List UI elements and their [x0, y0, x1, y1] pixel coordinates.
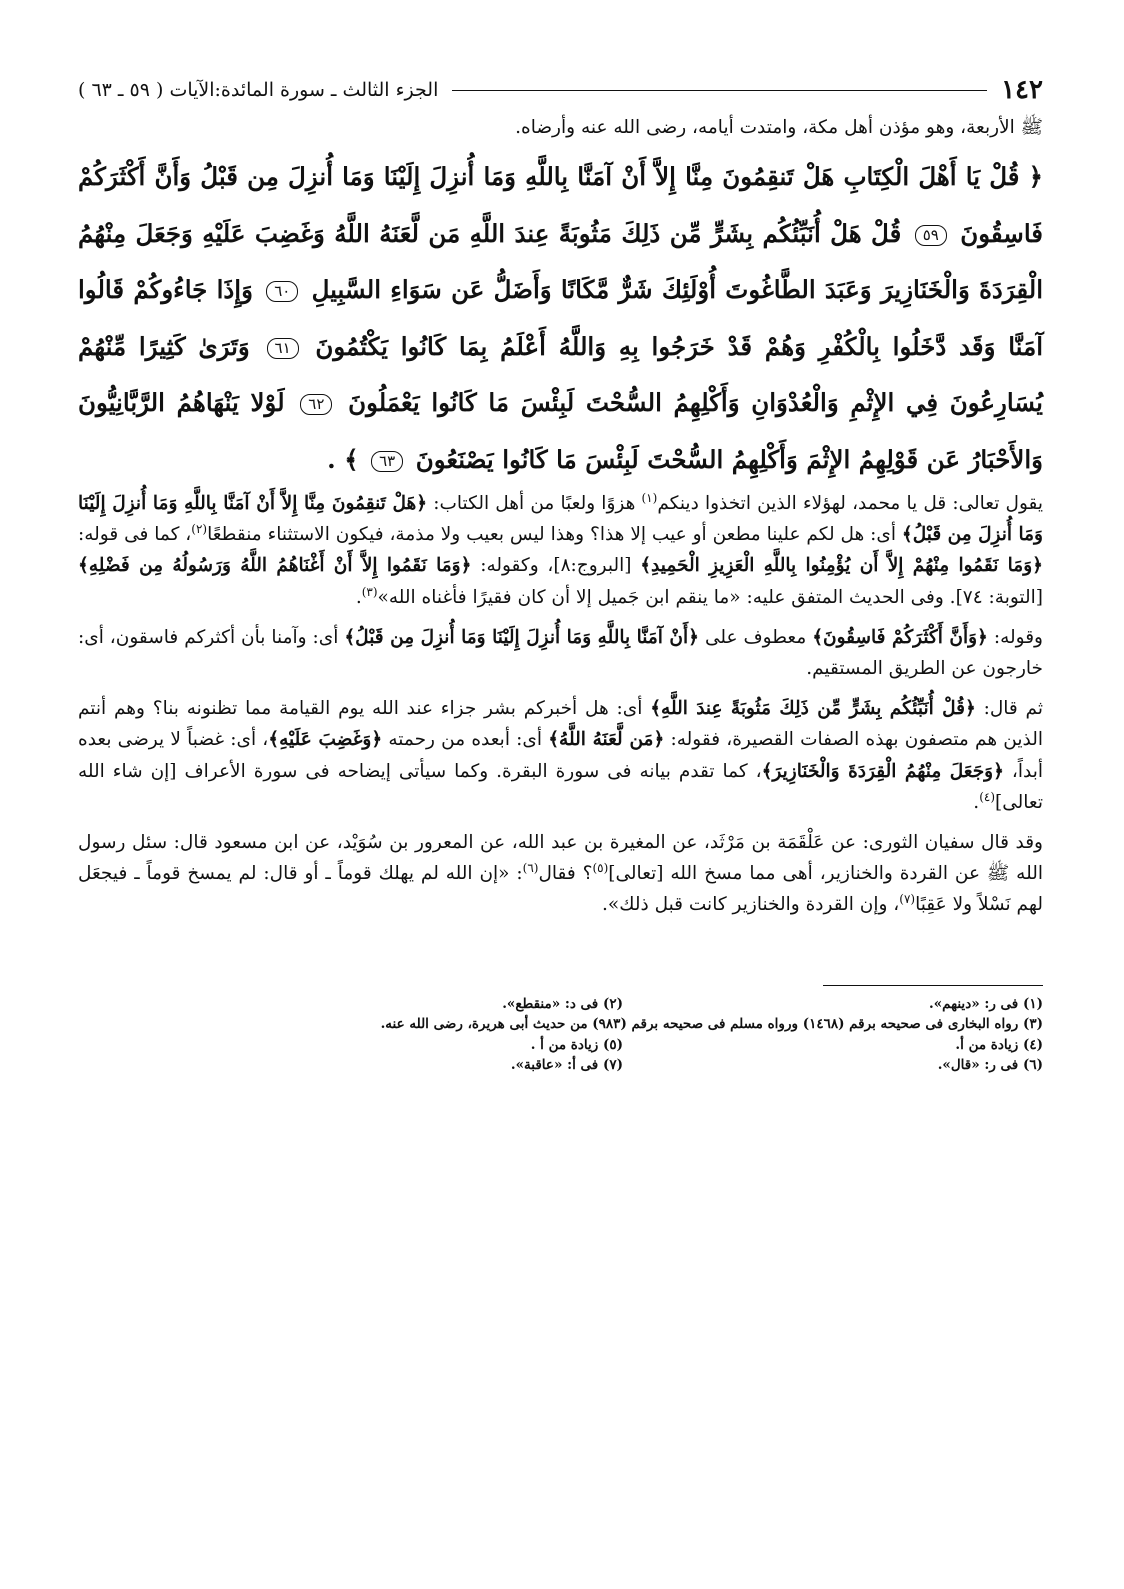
paragraph-text: أى: أبعده من رحمته [382, 729, 549, 751]
paragraph-text: ؟ فقال [538, 863, 593, 885]
footnote-ref: (٦) [522, 861, 539, 876]
verse-close-bracket: ﴾ . [327, 444, 359, 474]
footnote-6: (٦) فى ر: «قال». [937, 1057, 1043, 1074]
paragraph-text: معطوف على [698, 626, 813, 648]
footnote-ref: (٣) [361, 584, 378, 599]
commentary-paragraph [78, 693, 1043, 818]
verse-text: قُلْ هَلْ أُنَبِّئُكُم بِشَرٍّ مِّن ذَلِكَ مَثُوبَةً عِندَ اللَّهِ مَن لَّعَنَهُ اللَّهُ وَغَضِبَ عَلَيْهِ وَجَعَلَ مِنْهُمُ الْقِرَدَةَ وَالْخَنَازِيرَ وَعَبَدَ الطَّاغُوتَ أُوْلَئِكَ شَرٌّ مَّكَانًا وَأَضَلُّ عَن سَوَاءِ السَّبِيلِ [78, 218, 1043, 304]
footnote-5: (٥) زيادة من أ . [530, 1036, 623, 1053]
quran-quote: ﴿وَمَا نَقَمُوا مِنْهُمْ إِلاَّ أَن يُؤْمِنُوا بِاللَّهِ الْعَزِيزِ الْحَمِيدِ﴾ [640, 555, 1043, 577]
verse-number-marker: ٦٣ [371, 451, 403, 472]
paragraph-text: [البروج:٨]، وكقوله: [471, 555, 641, 577]
paragraph-text: أى: وآمنا بأن أكثركم فاسقون، أى: خارجون عن الطريق المستقيم. [78, 626, 1043, 680]
footnote-ref: (٥) [592, 861, 609, 876]
footnote-2: (٢) فى د: «منقطع». [502, 995, 623, 1012]
paragraph-text: [التوبة: ٧٤]. وفى الحديث المتفق عليه: «ما ينقم ابن جَميل إلا أن كان فقيرًا فأغناه الله» [377, 586, 1043, 608]
paragraph-text: ، وإن القردة والخنازير كانت قبل ذلك». [602, 894, 900, 916]
page-header [78, 70, 1043, 110]
paragraph-text: ، كما تقدم بيانه فى سورة البقرة. وكما سيأتى إيضاحه فى سورة الأعراف [إن شاء الله تعالى] [78, 760, 1043, 813]
header-rule [452, 90, 987, 91]
quran-quote: ﴿أَنْ آمَنَّا بِاللَّهِ وَمَا أُنزِلَ إِلَيْنَا وَمَا أُنزِلَ مِن قَبْلُ﴾ [344, 626, 699, 648]
footnotes [78, 994, 1043, 1076]
verse-text: وَإِذَا جَاءُوكُمْ قَالُوا آمَنَّا وَقَد دَّخَلُوا بِالْكُفْرِ وَهُمْ قَدْ خَرَجُوا بِهِ وَاللَّهُ أَعْلَمُ بِمَا كَانُوا يَكْتُمُونَ [78, 275, 1044, 361]
paragraph-text: . [355, 586, 362, 608]
quran-quote: ﴿وَأَنَّ أَكْثَرَكُمْ فَاسِقُونَ﴾ [812, 626, 988, 648]
footnote-ref: (١) [641, 490, 658, 505]
paragraph-text: ، أى: غضباً لا يرضى بعده أبداً، [78, 729, 1043, 782]
paragraph-text: ثم قال: [975, 698, 1043, 720]
page-number: ١٤٢ [1001, 75, 1043, 105]
commentary-paragraph [78, 622, 1043, 684]
quran-quote: ﴿قُلْ أُنَبِّئُكُم بِشَرٍّ مِّن ذَلِكَ مَثُوبَةً عِندَ اللَّهِ﴾ [650, 698, 976, 720]
running-title: الجزء الثالث ـ سورة المائدة:الآيات ( ٥٩ ـ ٦٣ ) [78, 79, 439, 101]
footnote-ref: (٧) [899, 892, 916, 907]
verse-number-marker: ٦١ [267, 338, 299, 359]
verse-text: ﴿ قُلْ يَا أَهْلَ الْكِتَابِ هَلْ تَنقِمُونَ مِنَّا إِلاَّ أَنْ آمَنَّا بِاللَّهِ وَمَا أُنزِلَ إِلَيْنَا وَمَا أُنزِلَ مِن قَبْلُ وَأَنَّ أَكْثَرَكُمْ فَاسِقُونَ [78, 162, 1043, 248]
footnote-rule [823, 985, 1043, 986]
footnote-ref: (٤) [979, 789, 996, 804]
quran-verses-block [78, 149, 1043, 488]
continued-text: ﷺ الأربعة، وهو مؤذن أهل مكة، وامتدت أيامه، رضى الله عنه وأرضاه. [515, 117, 1043, 138]
paragraph-text: . [973, 791, 980, 813]
paragraph-text: أى: هل لكم علينا مطعن أو عيب إلا هذا؟ وهذا ليس بعيب ولا مذمة، فيكون الاستثناء منقطعًا [207, 524, 902, 546]
paragraph-text: : «إن الله لم يهلك قوماً ـ أو قال: لم يمسخ قوماً ـ فيجعَل لهم نَسْلاً ولا عَقِبًا [78, 863, 1043, 916]
verse-number-marker: ٦٠ [266, 281, 298, 302]
commentary-body [78, 488, 1043, 921]
commentary-paragraph [78, 488, 1043, 613]
verse-number-marker: ٥٩ [915, 225, 947, 246]
footnote-7: (٧) فى أ: «عاقبة». [510, 1057, 623, 1074]
footnote-3: (٣) رواه البخارى فى صحيحه برقم (١٤٦٨) ورواه مسلم فى صحيحه برقم (٩٨٣) من حديث أبى هريرة، رضى الله عنه. [380, 1016, 1043, 1033]
footnote-ref: (٢) [191, 522, 208, 537]
quran-quote: ﴿مَن لَّعَنَهُ اللَّهُ﴾ [548, 729, 665, 751]
quran-quote: ﴿وَغَضِبَ عَلَيْهِ﴾ [268, 729, 383, 751]
verse-number-marker: ٦٢ [300, 394, 332, 415]
paragraph-text: ، كما فى قوله: [78, 524, 192, 546]
paragraph-text: يقول تعالى: قل يا محمد، لهؤلاء الذين اتخذوا دينكم [657, 493, 1044, 514]
footnote-1: (١) فى ر: «دينهم». [929, 995, 1043, 1012]
commentary-paragraph [78, 827, 1043, 921]
quran-quote: ﴿هَلْ تَنقِمُونَ مِنَّا إِلاَّ أَنْ آمَنَّا بِاللَّهِ وَمَا أُنزِلَ إِلَيْنَا وَمَا أُنزِلَ مِن قَبْلُ﴾ [78, 493, 1043, 546]
verse-text: لَوْلا يَنْهَاهُمُ الرَّبَّانِيُّونَ وَالأَحْبَارُ عَن قَوْلِهِمُ الإِثْمَ وَأَكْلِهِمُ السُّحْتَ لَبِئْسَ مَا كَانُوا يَصْنَعُونَ [78, 388, 1043, 474]
book-page [78, 70, 1043, 1076]
paragraph-text: وقوله: [987, 626, 1043, 648]
paragraph-text: أى: هل أخبركم بشر جزاء عند الله يوم القيامة مما تظنونه بنا؟ وهم أنتم الذين هم متصفون بهذه الصفات القصيرة، فقوله: [78, 698, 1043, 751]
footnote-4: (٤) زيادة من أ. [955, 1036, 1043, 1053]
verse-text: وَتَرَىٰ كَثِيرًا مِّنْهُمْ يُسَارِعُونَ فِي الإِثْمِ وَالْعُدْوَانِ وَأَكْلِهِمُ السُّحْتَ لَبِئْسَ مَا كَانُوا يَعْمَلُونَ [78, 331, 1043, 417]
quran-quote: ﴿وَجَعَلَ مِنْهُمُ الْقِرَدَةَ وَالْخَنَازِيرَ﴾ [761, 760, 1004, 782]
quran-quote: ﴿وَمَا نَقَمُوا إِلاَّ أَنْ أَغْنَاهُمُ اللَّهُ وَرَسُولُهُ مِن فَضْلِهِ﴾ [78, 555, 472, 577]
paragraph-text: وقد قال سفيان الثورى: عن عَلْقَمَة بن مَرْثَد، عن المغيرة بن عبد الله، عن المعرور بن سُوَيْد، عن ابن مسعود قال: سئل رسول الله ﷺ عن القردة والخنازير، أهى مما مسخ الله [تعالى] [78, 832, 1043, 885]
paragraph-text: هزوًا ولعبًا من أهل الكتاب: [427, 493, 642, 514]
